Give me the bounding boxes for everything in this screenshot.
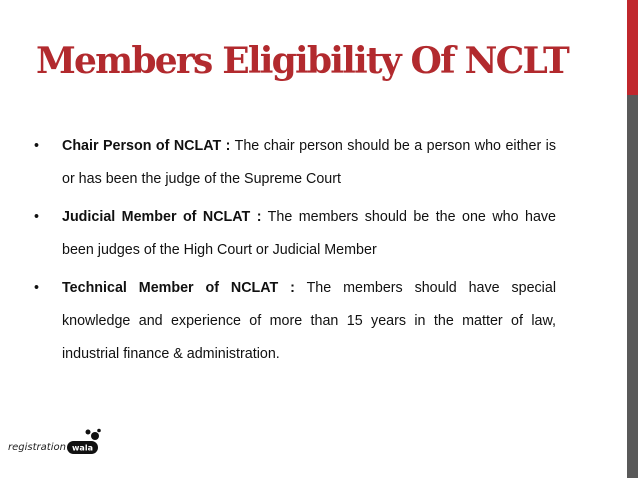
bullet-text: The members should be the one who have been judges of the High Court or Judicial Member bbox=[62, 209, 556, 258]
bullet-text: The members should have special knowledge and experience of more than 15 years in the matter of law, industrial finance & administration. bbox=[62, 280, 556, 362]
side-accent-bar-highlight bbox=[627, 0, 638, 95]
svg-text:registration: registration bbox=[8, 442, 66, 453]
registrationwala-logo bbox=[8, 428, 104, 458]
svg-text:wala: wala bbox=[72, 443, 93, 453]
bullet-label: Technical Member of NCLAT : bbox=[62, 280, 295, 296]
bullet-label: Chair Person of NCLAT : bbox=[62, 138, 231, 154]
bullet-marker: • bbox=[34, 280, 40, 296]
bullet-item bbox=[34, 272, 556, 371]
slide-title: Members Eligibility Of NCLT bbox=[35, 40, 569, 82]
bullet-list bbox=[34, 130, 556, 376]
bullet-label: Judicial Member of NCLAT : bbox=[62, 209, 262, 225]
bullet-text: The chair person should be a person who either is or has been the judge of the Supreme Court bbox=[62, 138, 556, 187]
bullet-marker: • bbox=[34, 138, 40, 154]
bullet-marker: • bbox=[34, 209, 40, 225]
bullet-item bbox=[34, 201, 556, 267]
bullet-item bbox=[34, 130, 556, 196]
